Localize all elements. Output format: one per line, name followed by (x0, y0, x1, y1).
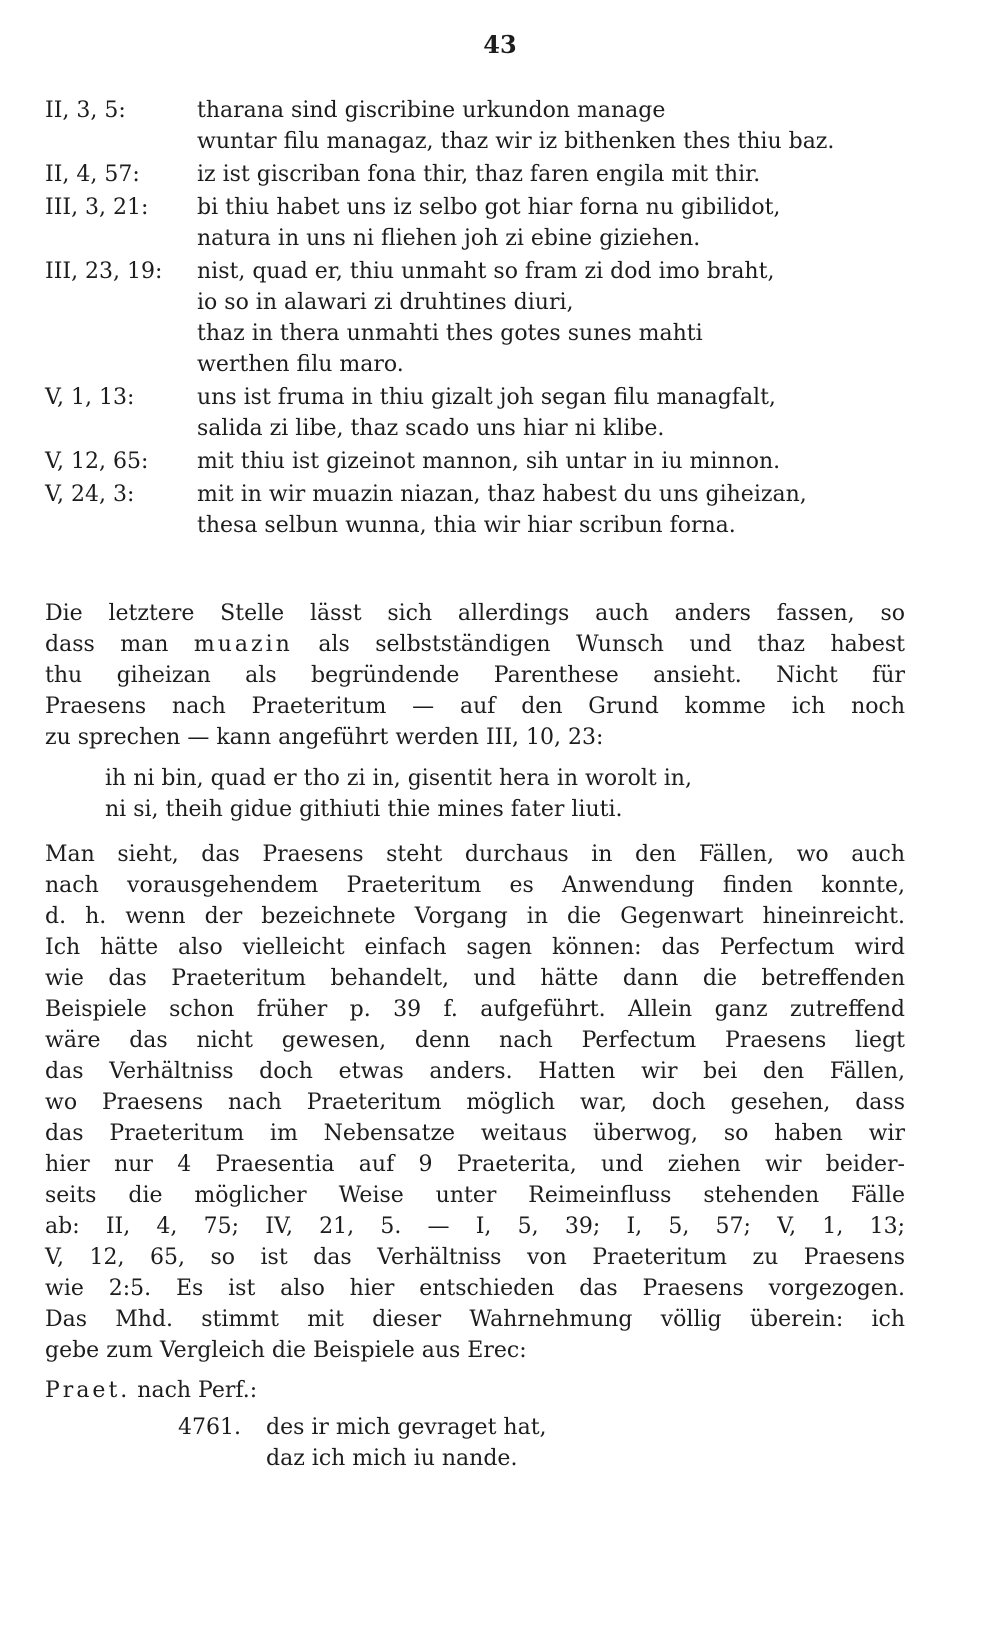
quote-reference: III, 23, 19: (45, 259, 163, 284)
quote-reference: V, 1, 13: (45, 385, 135, 410)
quote-line: werthen filu maro. (197, 352, 404, 377)
quote-line: mit thiu ist gizeinot mannon, sih untar in iu minnon. (197, 449, 781, 474)
paragraph-line: das Verhältniss doch etwas anders. Hatten wir bei den Fällen, (45, 1059, 905, 1084)
paragraph-line: das Praeteritum im Nebensatze weitaus überwog, so haben wir (45, 1121, 905, 1146)
verse-number: 4761. (178, 1415, 241, 1440)
erec-example (178, 1412, 547, 1474)
quote-reference: II, 4, 57: (45, 162, 140, 187)
quote-line: ni si, theih gidue githiuti thie mines fater liuti. (105, 797, 623, 822)
paragraph-line: hier nur 4 Praesentia auf 9 Praeterita, und ziehen wir beider- (45, 1152, 905, 1177)
paragraph-line: nach vorausgehendem Praeteritum es Anwendung finden konnte, (45, 873, 905, 898)
quote-entry (45, 479, 905, 541)
quote-entry (45, 256, 905, 380)
paragraph-line: seits die möglicher Weise unter Reimeinfluss stehenden Fälle (45, 1183, 905, 1208)
quote-line: salida zi libe, thaz scado uns hiar ni klibe. (197, 416, 665, 441)
quote-reference: III, 3, 21: (45, 195, 149, 220)
paragraph-line: gebe zum Vergleich die Beispiele aus Erec: (45, 1338, 527, 1363)
quote-list (45, 95, 905, 541)
quote-entry (45, 382, 905, 444)
verse-line: daz ich mich iu nande. (266, 1446, 518, 1471)
quote-line: thaz in thera unmahti thes gotes sunes mahti (197, 321, 703, 346)
paragraph-line: Man sieht, das Praesens steht durchaus in den Fällen, wo auch (45, 842, 905, 867)
quote-entry (45, 192, 905, 254)
paragraph-line: wie das Praeteritum behandelt, und hätte dann die betreffenden (45, 966, 905, 991)
quote-line: tharana sind giscribine urkundon manage (197, 98, 666, 123)
quote-block (105, 763, 692, 825)
paragraph-line: wo Praesens nach Praeteritum möglich war, doch gesehen, dass (45, 1090, 905, 1115)
quote-line: io so in alawari zi druhtines diuri, (197, 290, 574, 315)
paragraph-text: als selbstständigen Wunsch und thaz habest (292, 632, 906, 657)
paragraph-text: dass man (45, 632, 194, 657)
quote-text (197, 159, 905, 190)
quote-line: nist, quad er, thiu unmaht so fram zi dod imo braht, (197, 259, 775, 284)
paragraph-line: Die letztere Stelle lässt sich allerdings auch anders fassen, so (45, 601, 905, 626)
emphasized-word: muazin (193, 632, 293, 657)
paragraph-line: wie 2:5. Es ist also hier entschieden das Praesens vorgezogen. (45, 1276, 905, 1301)
paragraph-line: Praesens nach Praeteritum — auf den Grund komme ich noch (45, 694, 905, 719)
paragraph-line (45, 629, 905, 660)
quote-line: wuntar filu managaz, thaz wir iz bithenken thes thiu baz. (197, 129, 835, 154)
quote-reference: V, 12, 65: (45, 449, 149, 474)
quote-line: ih ni bin, quad er tho zi in, gisentit hera in worolt in, (105, 766, 692, 791)
quote-text (197, 446, 905, 477)
paragraph-line: Beispiele schon früher p. 39 f. aufgeführt. Allein ganz zutreffend (45, 997, 905, 1022)
quote-line: iz ist giscriban fona thir, thaz faren engila mit thir. (197, 162, 761, 187)
quote-line: bi thiu habet uns iz selbo got hiar forna nu gibilidot, (197, 195, 781, 220)
paragraph-line: d. h. wenn der bezeichnete Vorgang in die Gegenwart hineinreicht. (45, 904, 905, 929)
paragraph-line: wäre das nicht gewesen, denn nach Perfectum Praesens liegt (45, 1028, 905, 1053)
quote-text (197, 95, 905, 157)
verse-line: des ir mich gevraget hat, (266, 1415, 547, 1440)
quote-entry (45, 159, 905, 190)
paragraph-line: ab: II, 4, 75; IV, 21, 5. — I, 5, 39; I, 5, 57; V, 1, 13; (45, 1214, 905, 1239)
paragraph-line: thu giheizan als begründende Parenthese ansieht. Nicht für (45, 663, 905, 688)
quote-reference: II, 3, 5: (45, 98, 126, 123)
paragraph-line: zu sprechen — kann angeführt werden III, 10, 23: (45, 725, 604, 750)
quote-text (197, 192, 905, 254)
paragraph-praesens (45, 839, 905, 1366)
section-label-emphasis: Praet. (45, 1378, 131, 1403)
quote-line: mit in wir muazin niazan, thaz habest du uns giheizan, (197, 482, 807, 507)
quote-entry (45, 446, 905, 477)
paragraph-line: Ich hätte also vielleicht einfach sagen können: das Perfectum wird (45, 935, 905, 960)
section-label-text: nach Perf.: (130, 1378, 258, 1403)
paragraph-stelle (45, 598, 905, 753)
section-label (45, 1375, 257, 1406)
quote-reference: V, 24, 3: (45, 482, 135, 507)
paragraph-line: Das Mhd. stimmt mit dieser Wahrnehmung völlig überein: ich (45, 1307, 905, 1332)
quote-text (197, 382, 905, 444)
quote-entry (45, 95, 905, 157)
quote-text (197, 479, 905, 541)
quote-line: uns ist fruma in thiu gizalt joh segan filu managfalt, (197, 385, 776, 410)
quote-line: thesa selbun wunna, thia wir hiar scribun forna. (197, 513, 736, 538)
quote-line: natura in uns ni fliehen joh zi ebine giziehen. (197, 226, 701, 251)
page-number: 43 (483, 30, 517, 59)
quote-text (197, 256, 905, 380)
paragraph-line: V, 12, 65, so ist das Verhältniss von Praeteritum zu Praesens (45, 1245, 905, 1270)
